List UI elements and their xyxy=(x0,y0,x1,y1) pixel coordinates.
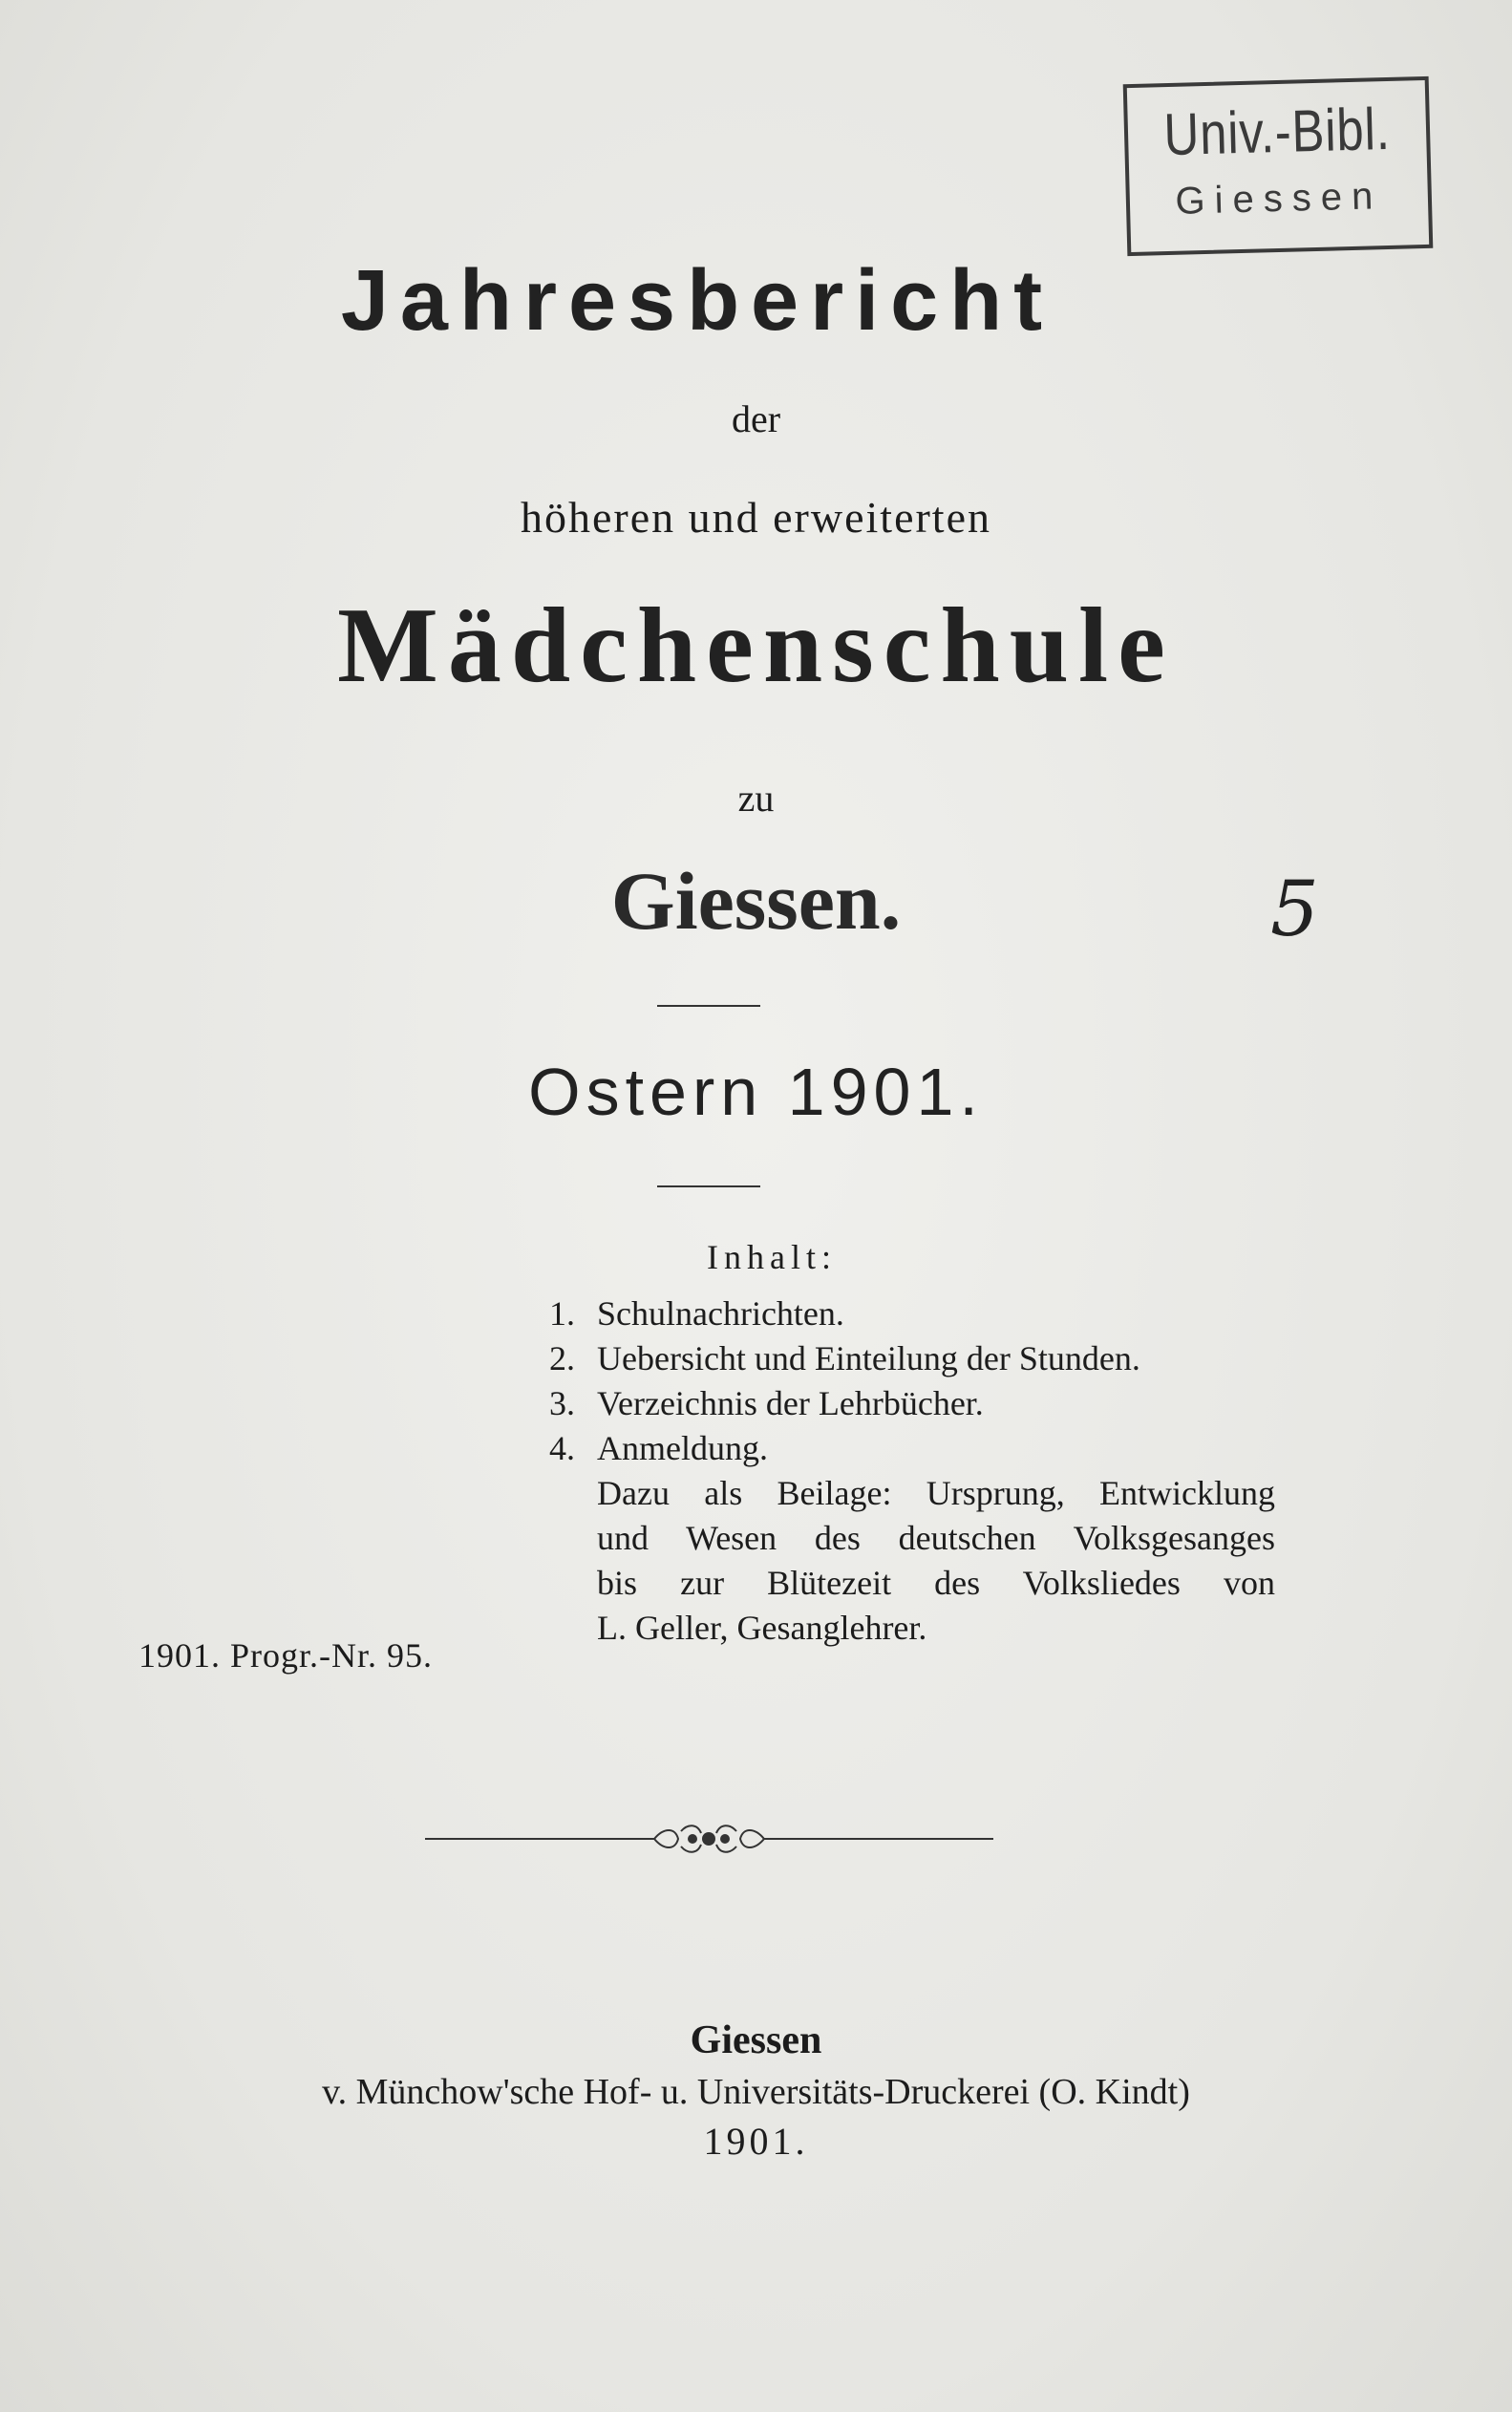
item-text: Verzeichnis der Lehrbücher. xyxy=(597,1384,984,1422)
list-item xyxy=(549,1336,1275,1381)
title-subtitle: höheren und erweiterten xyxy=(520,493,992,542)
item-number: 2. xyxy=(549,1339,575,1377)
imprint-printer: v. Münchow'sche Hof- u. Universitäts-Druckerei (O. Kindt) xyxy=(322,2072,1190,2112)
item-text: Anmeldung. xyxy=(597,1429,768,1467)
supplement-text: Dazu als Beilage: Ursprung, Entwicklung xyxy=(597,1474,1275,1512)
title-zu: zu xyxy=(737,777,775,820)
item-number: 3. xyxy=(549,1384,575,1422)
supplement-line xyxy=(549,1471,1275,1516)
handwritten-mark: 5 xyxy=(1270,864,1319,953)
item-text: Uebersicht und Einteilung der Stunden. xyxy=(597,1339,1140,1377)
supplement-line xyxy=(549,1516,1275,1561)
imprint-place: Giessen xyxy=(690,2018,822,2062)
divider-rule-bottom xyxy=(657,1185,760,1187)
ornament-divider xyxy=(425,1820,993,1858)
report-title: Jahresbericht xyxy=(340,253,1054,349)
item-number: 1. xyxy=(549,1294,575,1333)
stamp-line-city: Giessen xyxy=(1174,175,1383,223)
program-number: 1901. Progr.-Nr. 95. xyxy=(138,1636,433,1675)
table-of-contents xyxy=(549,1291,1275,1651)
list-item xyxy=(549,1426,1275,1471)
stamp-line-library: Univ.-Bibl. xyxy=(1162,96,1392,169)
contents-heading: Inhalt: xyxy=(707,1238,837,1276)
city-name: Giessen. xyxy=(610,855,902,947)
divider-rule-top xyxy=(657,1005,760,1007)
imprint-year: 1901. xyxy=(703,2120,809,2163)
title-der: der xyxy=(731,397,781,440)
date-line: Ostern 1901. xyxy=(528,1055,984,1129)
item-text: Schulnachrichten. xyxy=(597,1294,844,1333)
supplement-text: bis zur Blütezeit des Volksliedes von xyxy=(597,1564,1275,1602)
supplement-line xyxy=(549,1606,1275,1651)
list-item xyxy=(549,1381,1275,1426)
library-stamp xyxy=(1123,76,1434,256)
list-item xyxy=(549,1291,1275,1336)
supplement-text: L. Geller, Gesanglehrer. xyxy=(597,1609,927,1647)
school-name: Mädchenschule xyxy=(337,587,1175,705)
item-number: 4. xyxy=(549,1429,575,1467)
supplement-line xyxy=(549,1561,1275,1606)
supplement-text: und Wesen des deutschen Volksgesanges xyxy=(597,1519,1275,1557)
